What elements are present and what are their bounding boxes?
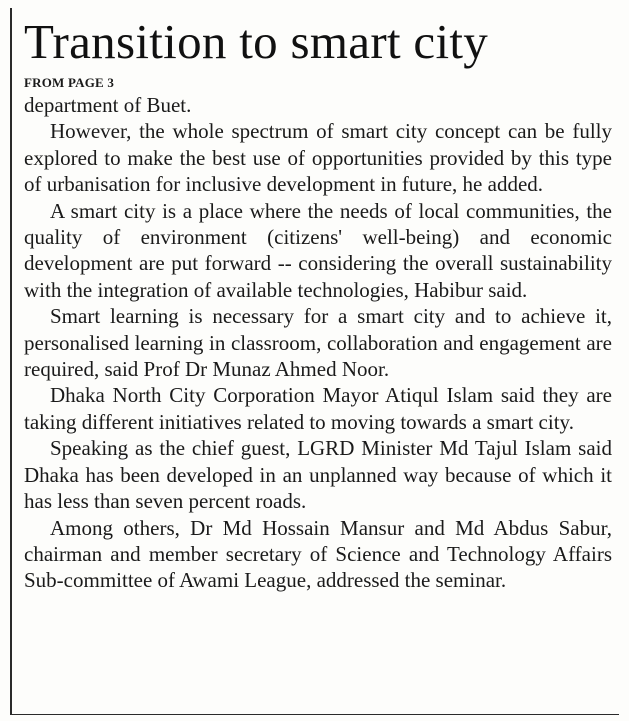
headline: Transition to smart city [24,14,489,69]
paragraph: Speaking as the chief guest, LGRD Minister Md Tajul Islam said Dhaka has been developed in an unplanned way because of which it has less than seven percent roads. [24,436,612,514]
column-rule-bottom [10,714,619,715]
paragraph: department of Buet. [24,93,192,117]
article-body [24,92,612,594]
paragraph: Smart learning is necessary for a smart city and to achieve it, personalised learning in classroom, collaboration and engagement are required, said Prof Dr Munaz Ahmed Noor. [24,304,612,382]
article [24,0,612,594]
jump-line: FROM PAGE 3 [24,75,115,90]
paragraph: However, the whole spectrum of smart city concept can be fully explored to make the best use of opportunities provided by this type of urbanisation for inclusive development in future, he added. [24,119,612,197]
paragraph: Among others, Dr Md Hossain Mansur and Md Abdus Sabur, chairman and member secretary of Science and Technology Affairs Sub-committee of Awami League, addressed the seminar. [24,515,612,593]
paragraph: Dhaka North City Corporation Mayor Atiqul Islam said they are taking different initiatives related to moving towards a smart city. [24,383,612,434]
column-rule-left [10,8,12,715]
paragraph: A smart city is a place where the needs of local communities, the quality of environment (citizens' well-being) and economic development are put forward -- considering the overall sustainability with the integration of available technologies, Habibur said. [24,198,612,302]
